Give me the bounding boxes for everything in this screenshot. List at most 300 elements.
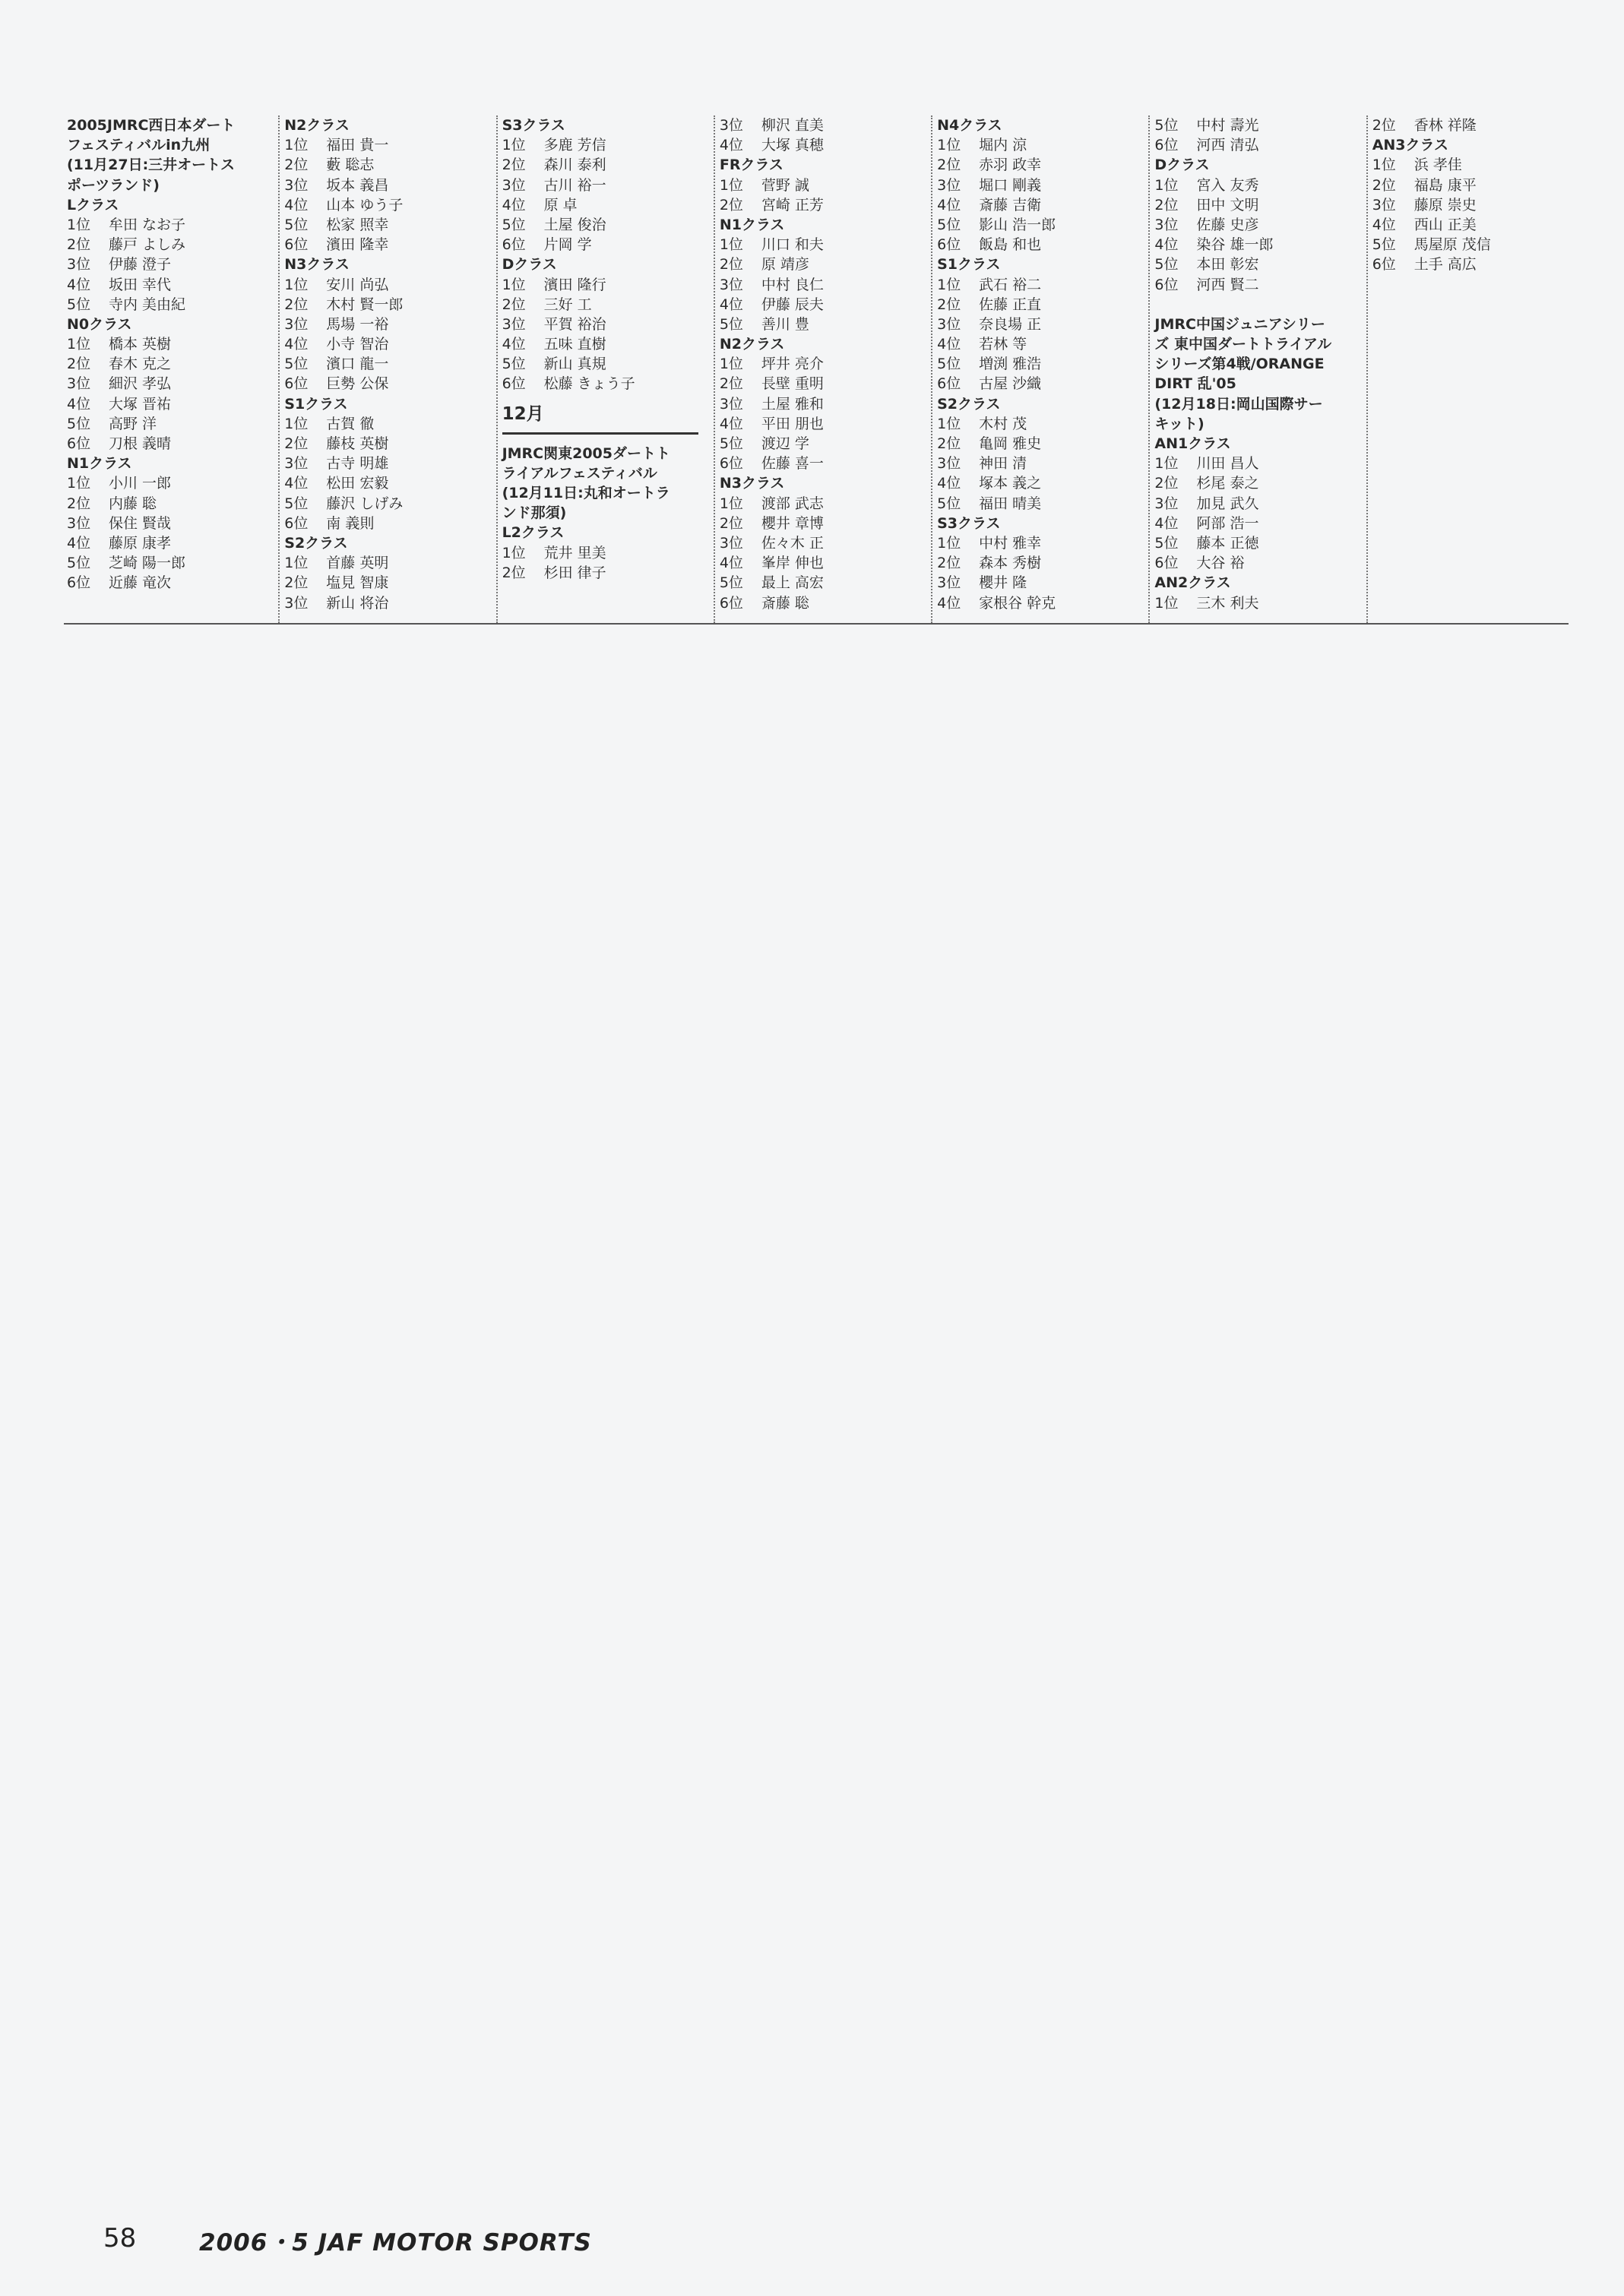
- result-row: [284, 454, 480, 473]
- class-heading: S1クラス: [937, 256, 1001, 274]
- result-rank: 5位: [1154, 256, 1179, 274]
- result-row: [284, 494, 480, 514]
- driver-name: 伊藤 澄子: [109, 256, 172, 274]
- result-row: [502, 563, 698, 583]
- driver-name: 福田 貴一: [326, 137, 389, 154]
- result-row: [284, 593, 480, 613]
- result-row: [502, 354, 698, 374]
- result-row: [67, 473, 263, 493]
- driver-name: 新山 真規: [543, 356, 606, 373]
- result-row: [937, 295, 1133, 315]
- result-row: [720, 573, 916, 593]
- result-row: [67, 573, 263, 593]
- driver-name: 渡部 武志: [761, 495, 824, 512]
- result-row: [67, 354, 263, 374]
- event-title: 2005JMRC西日本ダート: [67, 117, 236, 134]
- driver-name: 木村 茂: [979, 415, 1027, 432]
- result-row: [284, 573, 480, 593]
- driver-name: 佐藤 喜一: [761, 455, 824, 473]
- result-rank: 2位: [719, 256, 743, 274]
- result-rank: 5位: [67, 415, 91, 432]
- result-row: [720, 115, 916, 135]
- result-row: [937, 315, 1133, 334]
- driver-name: 大谷 裕: [1196, 555, 1245, 572]
- result-rank: 3位: [502, 315, 526, 333]
- class-heading: Lクラス: [67, 196, 119, 213]
- result-rank: 6位: [937, 375, 961, 393]
- results-columns: [64, 115, 1569, 623]
- driver-name: 田中 文明: [1196, 196, 1259, 213]
- result-row: [937, 215, 1133, 235]
- result-rank: 2位: [67, 356, 91, 373]
- driver-name: 土手 高広: [1413, 256, 1477, 274]
- result-row: [502, 195, 698, 215]
- result-rank: 1位: [502, 276, 526, 293]
- result-row: [67, 414, 263, 434]
- result-rank: 6位: [719, 455, 743, 473]
- result-row: [1154, 514, 1350, 533]
- result-rank: 5位: [284, 356, 309, 373]
- result-row: [937, 553, 1133, 573]
- driver-name: 藤枝 英樹: [326, 435, 389, 452]
- result-row: [1372, 176, 1569, 195]
- result-rank: 1位: [1154, 176, 1179, 194]
- event-title: フェスティバルin九州: [67, 137, 211, 154]
- result-row: [720, 533, 916, 553]
- class-heading: N2クラス: [719, 336, 785, 353]
- driver-name: 新山 将治: [326, 594, 389, 612]
- result-row: [502, 374, 698, 394]
- result-rank: 2位: [1154, 196, 1179, 213]
- result-row: [720, 176, 916, 195]
- result-row: [720, 255, 916, 274]
- result-rank: 1位: [284, 555, 309, 572]
- driver-name: 中村 壽光: [1196, 117, 1259, 134]
- result-row: [284, 195, 480, 215]
- event-title: (12月11日:丸和オートラ: [502, 485, 670, 501]
- event-title: ンド那須): [502, 504, 567, 522]
- driver-name: 杉尾 泰之: [1196, 475, 1259, 492]
- class-heading: S2クラス: [937, 395, 1001, 413]
- result-row: [720, 434, 916, 454]
- driver-name: 武石 裕二: [979, 276, 1042, 293]
- driver-name: 三木 利夫: [1196, 594, 1259, 612]
- event-title: JMRC中国ジュニアシリー: [1154, 315, 1325, 333]
- result-row: [284, 135, 480, 155]
- result-row: [1154, 215, 1350, 235]
- result-row: [284, 553, 480, 573]
- result-rank: 1位: [719, 495, 743, 512]
- result-rank: 4位: [937, 336, 961, 353]
- result-row: [67, 255, 263, 274]
- driver-name: 小川 一郎: [109, 475, 172, 492]
- driver-name: 若林 等: [979, 336, 1027, 353]
- driver-name: 堀口 剛義: [979, 176, 1042, 194]
- driver-name: 増渕 雅浩: [979, 356, 1042, 373]
- result-row: [67, 533, 263, 553]
- result-row: [284, 235, 480, 255]
- result-rank: 4位: [719, 137, 743, 154]
- month-rule: [502, 432, 698, 435]
- result-rank: 1位: [937, 276, 961, 293]
- driver-name: 芝崎 陽一郎: [109, 555, 186, 572]
- driver-name: 中村 雅幸: [979, 534, 1042, 552]
- result-rank: 4位: [284, 475, 309, 492]
- driver-name: 大塚 真穂: [761, 137, 824, 154]
- result-rank: 5位: [1154, 117, 1179, 134]
- driver-name: 近藤 竜次: [109, 574, 172, 592]
- result-row: [284, 295, 480, 315]
- driver-name: 飯島 和也: [979, 236, 1042, 254]
- result-rank: 6位: [937, 236, 961, 254]
- result-rank: 5位: [719, 435, 743, 452]
- result-rank: 1位: [937, 137, 961, 154]
- result-rank: 1位: [284, 137, 309, 154]
- driver-name: 古寺 明雄: [326, 455, 389, 473]
- result-rank: 1位: [1154, 594, 1179, 612]
- driver-name: 宮崎 正芳: [761, 196, 824, 213]
- driver-name: 森川 泰利: [543, 157, 606, 174]
- result-rank: 2位: [1372, 176, 1396, 194]
- event-title: (11月27日:三井オートス: [67, 157, 235, 174]
- result-row: [502, 155, 698, 175]
- driver-name: 内藤 聡: [109, 495, 157, 512]
- driver-name: 渡辺 学: [761, 435, 809, 452]
- result-rank: 3位: [67, 514, 91, 532]
- driver-name: 片岡 学: [543, 236, 592, 254]
- result-rank: 3位: [1372, 196, 1396, 213]
- result-rank: 4位: [937, 594, 961, 612]
- result-rank: 6位: [1372, 256, 1396, 274]
- driver-name: 塩見 智康: [326, 574, 389, 592]
- driver-name: 平賀 裕治: [543, 315, 606, 333]
- result-row: [720, 454, 916, 473]
- driver-name: 三好 工: [543, 296, 592, 313]
- class-heading: N4クラス: [937, 117, 1002, 134]
- class-heading: N3クラス: [284, 256, 350, 274]
- event-title: ポーツランド): [67, 176, 160, 194]
- result-row: [720, 275, 916, 295]
- result-row: [1372, 115, 1569, 135]
- class-heading: N0クラス: [67, 315, 132, 333]
- result-rank: 3位: [284, 455, 309, 473]
- driver-name: 橋本 英樹: [109, 336, 172, 353]
- driver-name: 中村 良仁: [761, 276, 824, 293]
- driver-name: 保住 賢哉: [109, 514, 172, 532]
- event-title: ライアルフェスティバル: [502, 464, 657, 482]
- result-row: [284, 434, 480, 454]
- driver-name: 坪井 亮介: [761, 356, 824, 373]
- result-rank: 6位: [1154, 137, 1179, 154]
- result-rank: 3位: [937, 315, 961, 333]
- result-row: [937, 334, 1133, 354]
- page-number: 58: [103, 2223, 137, 2253]
- result-rank: 6位: [719, 594, 743, 612]
- result-row: [937, 176, 1133, 195]
- result-rank: 4位: [1154, 236, 1179, 254]
- driver-name: 坂本 義昌: [326, 176, 389, 194]
- class-heading: N1クラス: [67, 455, 132, 473]
- driver-name: 多鹿 芳信: [543, 137, 606, 154]
- driver-name: 福島 康平: [1413, 176, 1477, 194]
- driver-name: 濱田 隆行: [543, 276, 606, 293]
- result-rank: 1位: [719, 236, 743, 254]
- result-row: [502, 215, 698, 235]
- result-rank: 5位: [502, 356, 526, 373]
- result-rank: 2位: [937, 157, 961, 174]
- class-heading: N2クラス: [284, 117, 350, 134]
- driver-name: 大塚 晋祐: [109, 395, 172, 413]
- result-row: [1372, 155, 1569, 175]
- result-rank: 1位: [1372, 157, 1396, 174]
- driver-name: 佐々木 正: [761, 534, 824, 552]
- result-row: [937, 434, 1133, 454]
- driver-name: 濱口 龍一: [326, 356, 389, 373]
- driver-name: 春木 克之: [109, 356, 172, 373]
- result-row: [284, 354, 480, 374]
- result-row: [67, 235, 263, 255]
- result-row: [284, 275, 480, 295]
- results-column: [64, 115, 263, 623]
- driver-name: 赤羽 政幸: [979, 157, 1042, 174]
- result-rank: 4位: [937, 196, 961, 213]
- class-heading: S3クラス: [502, 117, 565, 134]
- driver-name: 松藤 きょう子: [543, 375, 635, 393]
- result-row: [67, 334, 263, 354]
- driver-name: 柳沢 直美: [761, 117, 824, 134]
- result-row: [502, 275, 698, 295]
- results-column: [714, 115, 916, 623]
- result-row: [1154, 454, 1350, 473]
- driver-name: 本田 彰宏: [1196, 256, 1259, 274]
- spacer: [1154, 295, 1350, 315]
- result-rank: 6位: [67, 435, 91, 452]
- driver-name: 香林 祥隆: [1413, 117, 1477, 134]
- result-row: [937, 533, 1133, 553]
- event-title: DIRT 乱'05: [1154, 375, 1236, 393]
- driver-name: 斎藤 吉衛: [979, 196, 1042, 213]
- driver-name: 藤沢 しげみ: [326, 495, 404, 512]
- class-heading: Dクラス: [1154, 157, 1210, 174]
- result-rank: 2位: [719, 375, 743, 393]
- result-row: [937, 573, 1133, 593]
- results-column: [931, 115, 1133, 623]
- result-rank: 6位: [284, 236, 309, 254]
- result-rank: 6位: [502, 236, 526, 254]
- class-heading: S2クラス: [284, 534, 348, 552]
- result-row: [502, 334, 698, 354]
- result-rank: 1位: [502, 137, 526, 154]
- result-rank: 2位: [1372, 117, 1396, 134]
- result-rank: 3位: [937, 176, 961, 194]
- driver-name: 河西 清弘: [1196, 137, 1259, 154]
- result-row: [1372, 235, 1569, 255]
- result-row: [937, 275, 1133, 295]
- result-row: [720, 553, 916, 573]
- magazine-footer: 2006・5 JAF MOTOR SPORTS: [199, 2229, 592, 2256]
- result-rank: 6位: [502, 375, 526, 393]
- driver-name: 古川 裕一: [543, 176, 606, 194]
- result-row: [502, 176, 698, 195]
- result-rank: 1位: [719, 176, 743, 194]
- result-rank: 3位: [719, 117, 743, 134]
- driver-name: 福田 晴美: [979, 495, 1042, 512]
- driver-name: 土屋 俊治: [543, 216, 606, 233]
- driver-name: 馬屋原 茂信: [1413, 236, 1491, 254]
- driver-name: 塚本 義之: [979, 475, 1042, 492]
- result-row: [67, 514, 263, 533]
- result-rank: 5位: [502, 216, 526, 233]
- result-rank: 3位: [937, 574, 961, 592]
- driver-name: 浜 孝佳: [1413, 157, 1462, 174]
- driver-name: 斎藤 聡: [761, 594, 809, 612]
- result-row: [284, 155, 480, 175]
- driver-name: 西山 正美: [1413, 216, 1477, 233]
- result-rank: 4位: [937, 475, 961, 492]
- result-rank: 5位: [719, 574, 743, 592]
- results-column: [496, 115, 698, 623]
- result-rank: 2位: [719, 196, 743, 213]
- result-rank: 5位: [284, 495, 309, 512]
- result-row: [1372, 195, 1569, 215]
- section-divider: [64, 623, 1569, 625]
- driver-name: 土屋 雅和: [761, 395, 824, 413]
- driver-name: 善川 豊: [761, 315, 809, 333]
- results-column: [1148, 115, 1350, 623]
- driver-name: 藤戸 よしみ: [109, 236, 186, 254]
- result-row: [1154, 553, 1350, 573]
- driver-name: 佐藤 正直: [979, 296, 1042, 313]
- class-heading: AN3クラス: [1372, 137, 1448, 154]
- driver-name: 河西 賢二: [1196, 276, 1259, 293]
- driver-name: 藤原 崇史: [1413, 196, 1477, 213]
- class-heading: Dクラス: [502, 256, 557, 274]
- driver-name: 高野 洋: [109, 415, 157, 432]
- driver-name: 寺内 美由紀: [109, 296, 186, 313]
- result-row: [502, 543, 698, 563]
- result-row: [284, 176, 480, 195]
- result-row: [720, 593, 916, 613]
- result-row: [937, 494, 1133, 514]
- result-rank: 1位: [284, 415, 309, 432]
- result-rank: 1位: [937, 534, 961, 552]
- result-row: [720, 135, 916, 155]
- result-rank: 5位: [1154, 534, 1179, 552]
- driver-name: 牟田 なお子: [109, 216, 186, 233]
- result-rank: 2位: [67, 495, 91, 512]
- result-rank: 5位: [937, 356, 961, 373]
- driver-name: 堀内 涼: [979, 137, 1027, 154]
- driver-name: 藤本 正徳: [1196, 534, 1259, 552]
- result-rank: 3位: [284, 315, 309, 333]
- result-row: [720, 374, 916, 394]
- result-rank: 3位: [67, 375, 91, 393]
- result-row: [720, 295, 916, 315]
- result-rank: 6位: [1154, 555, 1179, 572]
- result-rank: 5位: [67, 555, 91, 572]
- result-rank: 1位: [937, 415, 961, 432]
- result-row: [67, 494, 263, 514]
- result-row: [937, 195, 1133, 215]
- driver-name: 染谷 雄一郎: [1196, 236, 1274, 254]
- result-rank: 3位: [1154, 495, 1179, 512]
- driver-name: 櫻井 隆: [979, 574, 1027, 592]
- result-rank: 2位: [937, 296, 961, 313]
- result-row: [1372, 215, 1569, 235]
- driver-name: 小寺 智治: [326, 336, 389, 353]
- driver-name: 藤原 康孝: [109, 534, 172, 552]
- driver-name: 山本 ゆう子: [326, 196, 404, 213]
- event-title: (12月18日:岡山国際サー: [1154, 395, 1323, 413]
- result-rank: 4位: [67, 534, 91, 552]
- class-heading: N3クラス: [719, 475, 785, 492]
- result-row: [937, 155, 1133, 175]
- result-row: [284, 473, 480, 493]
- driver-name: 首藤 英明: [326, 555, 389, 572]
- result-rank: 2位: [937, 555, 961, 572]
- result-row: [937, 235, 1133, 255]
- result-row: [1154, 115, 1350, 135]
- driver-name: 南 義則: [326, 514, 375, 532]
- result-rank: 4位: [1372, 216, 1396, 233]
- class-heading: S3クラス: [937, 514, 1001, 532]
- class-heading: N1クラス: [719, 216, 785, 233]
- result-rank: 6位: [1154, 276, 1179, 293]
- driver-name: 峯岸 伸也: [761, 555, 824, 572]
- result-rank: 5位: [67, 296, 91, 313]
- result-row: [67, 394, 263, 414]
- month-heading: 12月: [502, 403, 544, 424]
- driver-name: 家根谷 幹克: [979, 594, 1056, 612]
- result-rank: 2位: [284, 574, 309, 592]
- driver-name: 平田 朋也: [761, 415, 824, 432]
- result-rank: 4位: [719, 555, 743, 572]
- result-row: [1154, 533, 1350, 553]
- result-row: [1372, 255, 1569, 274]
- result-rank: 1位: [67, 336, 91, 353]
- result-rank: 2位: [284, 435, 309, 452]
- result-rank: 4位: [67, 276, 91, 293]
- result-row: [720, 195, 916, 215]
- driver-name: 安川 尚弘: [326, 276, 389, 293]
- class-heading: S1クラス: [284, 395, 348, 413]
- result-rank: 1位: [502, 544, 526, 561]
- driver-name: 松家 照幸: [326, 216, 389, 233]
- driver-name: 亀岡 雅史: [979, 435, 1042, 452]
- result-rank: 1位: [67, 475, 91, 492]
- result-rank: 3位: [284, 594, 309, 612]
- driver-name: 川口 和夫: [761, 236, 824, 254]
- driver-name: 奈良場 正: [979, 315, 1042, 333]
- driver-name: 長壁 重明: [761, 375, 824, 393]
- driver-name: 影山 浩一郎: [979, 216, 1056, 233]
- event-title: キット): [1154, 415, 1205, 432]
- result-row: [1154, 255, 1350, 274]
- result-rank: 3位: [937, 455, 961, 473]
- result-row: [937, 374, 1133, 394]
- result-row: [67, 215, 263, 235]
- result-row: [720, 394, 916, 414]
- driver-name: 刀根 義晴: [109, 435, 172, 452]
- driver-name: 荒井 里美: [543, 544, 606, 561]
- driver-name: 坂田 幸代: [109, 276, 172, 293]
- result-row: [284, 315, 480, 334]
- result-row: [284, 334, 480, 354]
- result-row: [937, 354, 1133, 374]
- result-rank: 3位: [719, 534, 743, 552]
- driver-name: 五味 直樹: [543, 336, 606, 353]
- result-rank: 4位: [719, 415, 743, 432]
